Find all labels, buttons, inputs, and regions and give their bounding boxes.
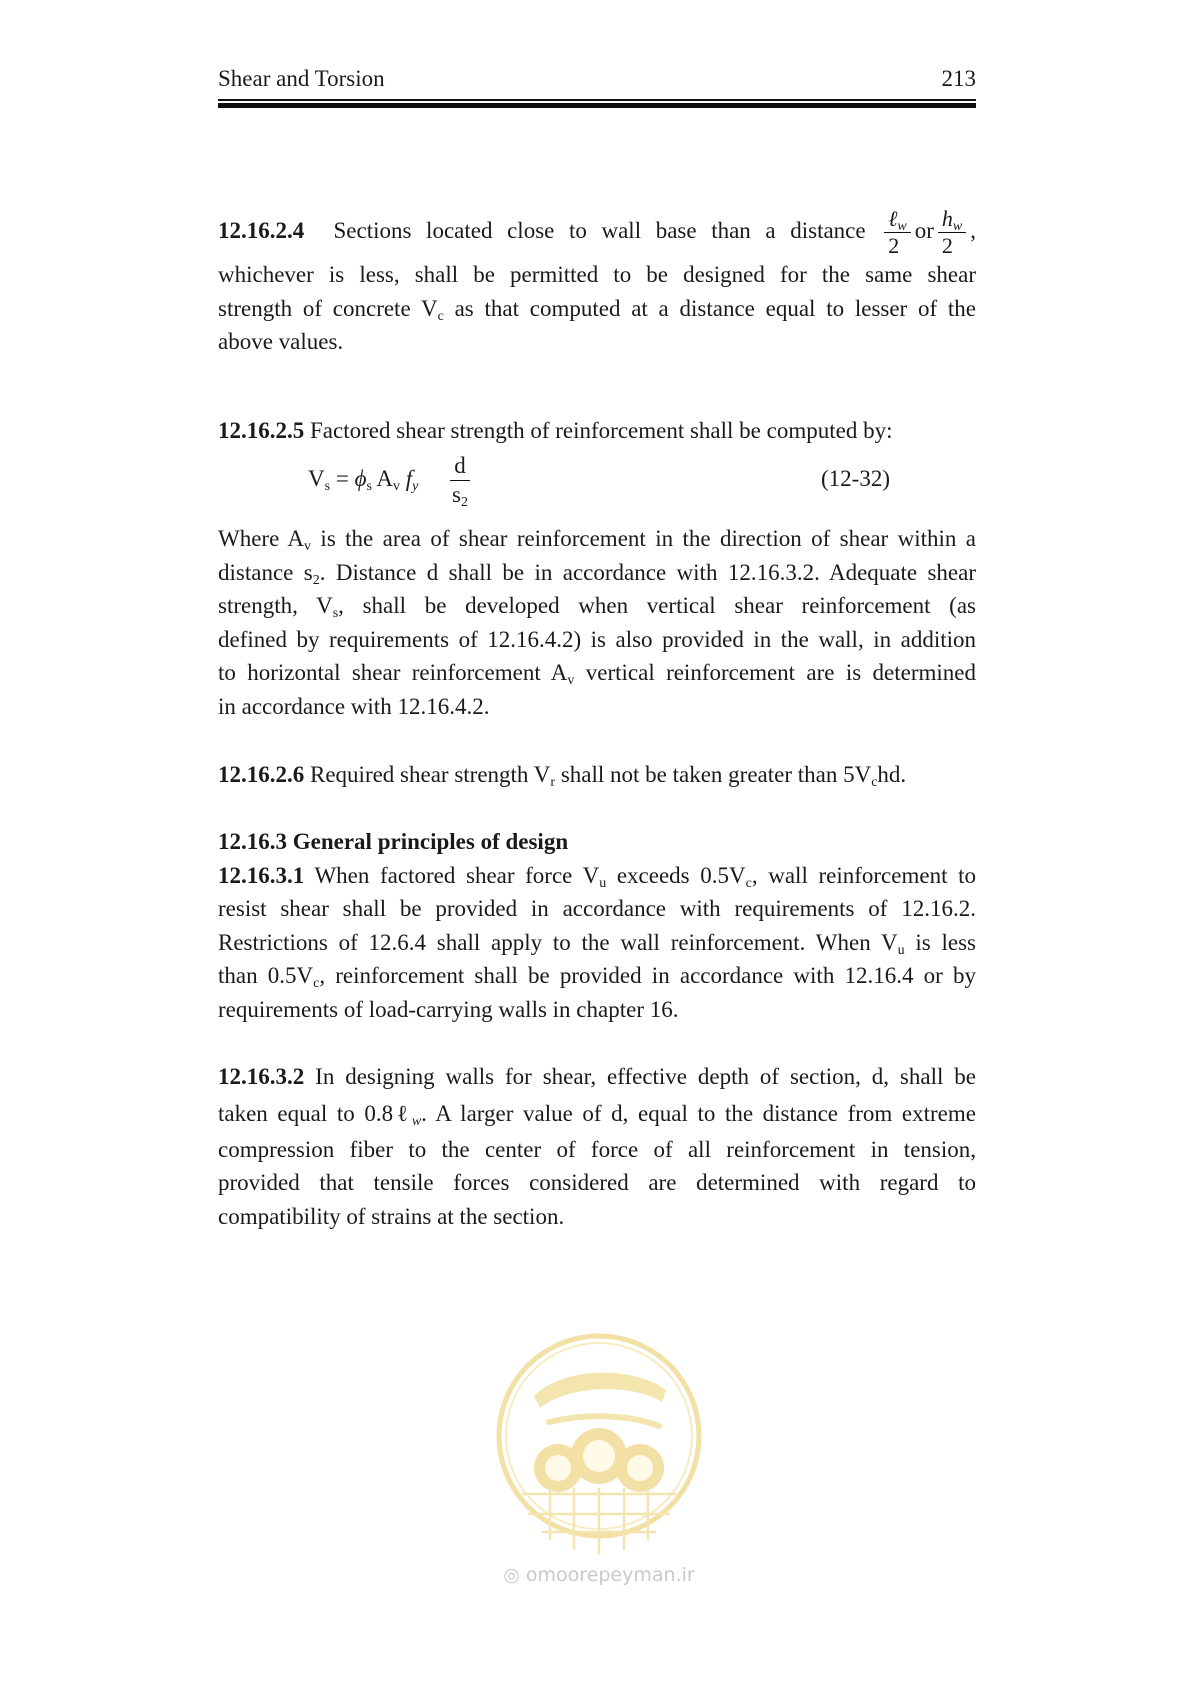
line: 12.16.3.2 In designing walls for shear, effective depth of section, d, shall be	[218, 1064, 976, 1089]
line: whichever is less, shall be permitted to be designed for the same shear	[218, 262, 976, 287]
page-header	[218, 66, 976, 106]
line: taken equal to 0.8ℓ$_w$. A larger value of d, equal to the distance from extreme	[218, 1100, 976, 1129]
header-rule-thick	[218, 103, 976, 108]
header-rule-thin	[218, 99, 976, 101]
line: resist shear shall be provided in accordance with requirements of 12.16.2.	[218, 896, 976, 921]
watermark-url: ◎ omoorepeyman.ir	[503, 1564, 695, 1586]
equation-number: (12-32)	[821, 466, 890, 491]
section-heading: 12.16.3 General principles of design	[218, 829, 569, 854]
section-12-16-2-4	[218, 204, 976, 359]
running-head: Shear and Torsion	[218, 66, 385, 91]
paragraph-where-av	[218, 522, 976, 723]
section-12-16-3-2	[218, 1060, 976, 1233]
fraction-lw-over-2: $\frac{\ell_w}{2}$	[884, 206, 911, 259]
line: defined by requirements of 12.16.4.2) is also provided in the wall, in addition	[218, 626, 976, 652]
watermark-logo-icon	[494, 1318, 704, 1558]
line: 12.16.3.1 When factored shear force $V_u$ exceeds $0.5V_c$, wall reinforcement to	[218, 862, 976, 891]
line: Restrictions of 12.6.4 shall apply to the wall reinforcement. When $V_u$ is less	[218, 929, 977, 958]
line: Where $A_v$ is the area of shear reinforcement in the direction of shear within a	[218, 526, 976, 554]
line: in accordance with 12.16.4.2.	[218, 693, 490, 719]
line: 12.16.2.5 Factored shear strength of reinforcement shall be computed by:	[218, 418, 893, 443]
section-number: 12.16.2.4	[218, 218, 305, 243]
equation-fraction: $\frac{d}{s_2}$	[452, 453, 468, 510]
line: 12.16.2.6 Required shear strength $V_r$ shall not be taken greater than $5V_chd$.	[218, 762, 907, 790]
line: requirements of load-carrying walls in chapter 16.	[218, 996, 679, 1022]
line: above values.	[218, 329, 344, 354]
section-12-16-2-5	[218, 414, 976, 448]
fraction-hw-over-2: $\frac{h_w}{2}$	[938, 206, 966, 259]
section-12-16-3	[218, 825, 976, 1026]
line: provided that tensile forces considered are determined with regard to	[218, 1170, 976, 1195]
line: compression fiber to the center of force of all reinforcement in tension,	[218, 1136, 976, 1162]
line: strength of concrete $V_c$ as that computed at a distance equal to lesser of the	[218, 295, 976, 324]
line: distance $s_2$. Distance d shall be in accordance with 12.16.3.2. Adequate shear	[218, 559, 976, 588]
watermark	[494, 1318, 704, 1598]
line: 12.16.2.4 Sections located close to wall base than a distance $\frac{\ell_w}{2}$ or $\frac{h_w}{2}$ ,	[218, 206, 977, 259]
section-number: 12.16.3.1	[218, 862, 305, 888]
section-number: 12.16.2.6	[218, 762, 305, 787]
or-word: or	[914, 218, 934, 243]
page-number: 213	[941, 66, 976, 91]
section-number: 12.16.2.5	[218, 418, 305, 443]
text: Sections located close to wall base than a distance	[333, 218, 866, 243]
line: than $0.5V_c$, reinforcement shall be provided in accordance with 12.16.4 or by	[218, 963, 976, 991]
line: compatibility of strains at the section.	[218, 1203, 565, 1229]
line: to horizontal shear reinforcement $A_v$ vertical reinforcement are is determined	[218, 660, 976, 688]
equation-body: $V_s = \phi_s$ $A_v$ $f_y$	[308, 466, 419, 494]
section-number: 12.16.3.2	[218, 1064, 305, 1089]
line: strength, $V_s$, shall be developed when vertical shear reinforcement (as	[218, 593, 977, 621]
equation-12-32	[308, 452, 968, 514]
section-12-16-2-6	[218, 758, 976, 792]
